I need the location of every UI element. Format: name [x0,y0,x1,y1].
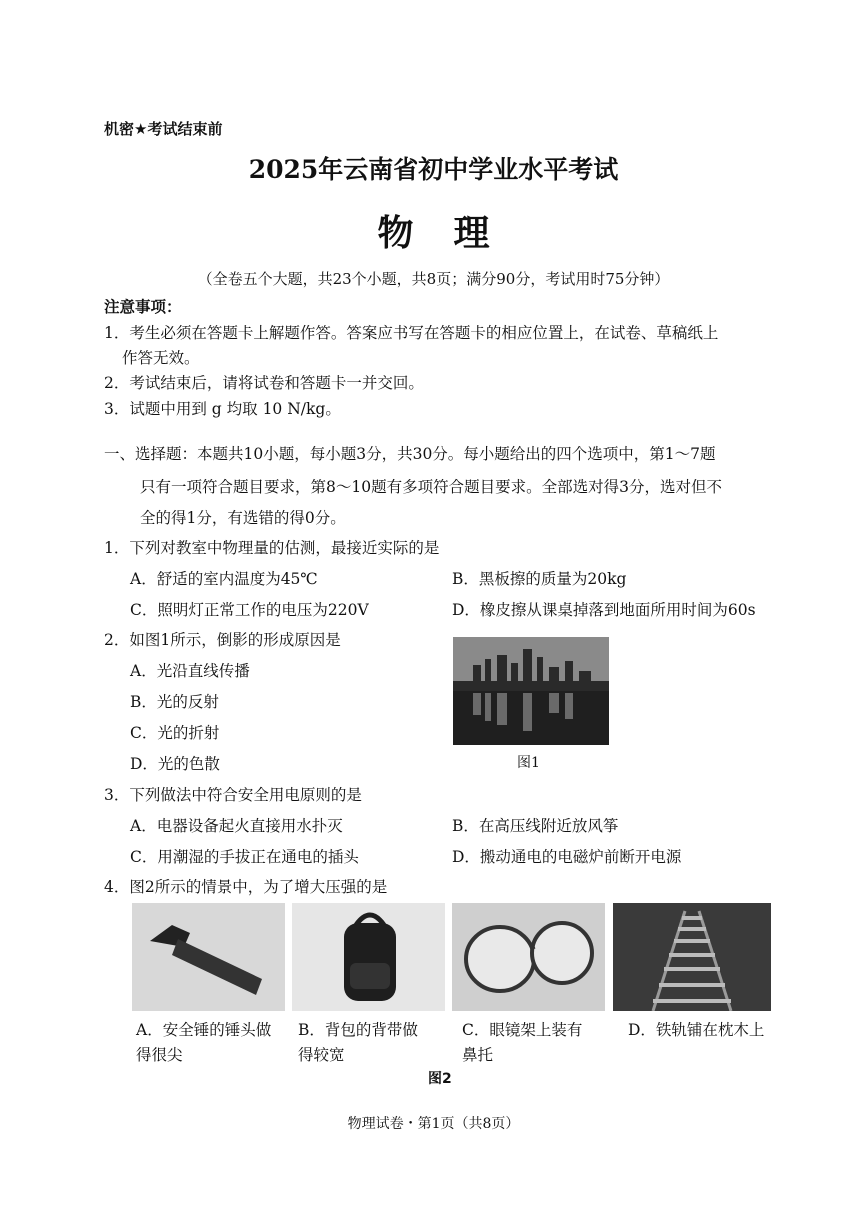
figure1-reflection-image [453,637,609,745]
q1-option-c: C．照明灯正常工作的电压为220V [130,601,369,619]
notes-title: 注意事项： [104,298,182,316]
exam-title: 2025年云南省初中学业水平考试 [248,155,619,184]
q3-option-d: D．搬动通电的电磁炉前断开电源 [452,848,682,866]
q2-stem: 2．如图1所示，倒影的形成原因是 [104,631,341,649]
section1-line-3: 全的得1分，有选错的得0分。 [140,509,346,527]
figure2-safety-hammer-image [132,903,285,1011]
q1-option-d: D．橡皮擦从课桌掉落到地面所用时间为60s [452,601,756,619]
q4-option-b: B．背包的背带做得较宽 [298,1021,418,1064]
note-item-3: 3．试题中用到 g 均取 10 N/kg。 [104,400,341,418]
note-item-1-cont: 作答无效。 [122,349,200,367]
q3-stem: 3．下列做法中符合安全用电原则的是 [104,786,362,804]
q1-option-b: B．黑板擦的质量为20kg [452,570,627,588]
section1-line-1: 一、选择题：本题共10小题，每小题3分，共30分。每小题给出的四个选项中，第1～7题 [104,445,716,463]
exam-meta: （全卷五个大题，共23个小题，共8页；满分90分，考试用时75分钟） [197,270,670,288]
figure2-backpack-image [292,903,445,1011]
q4-stem: 4．图2所示的情景中，为了增大压强的是 [104,878,388,896]
note-item-1: 1．考生必须在答题卡上解题作答。答案应书写在答题卡的相应位置上，在试卷、草稿纸上 [104,324,719,342]
q2-option-b: B．光的反射 [130,693,219,711]
figure2-label: 图2 [428,1071,452,1087]
note-item-2: 2．考试结束后，请将试卷和答题卡一并交回。 [104,374,424,392]
q4-option-d: D．铁轨铺在枕木上 [628,1021,765,1039]
q2-option-d: D．光的色散 [130,755,220,773]
subject-title: 物理 [377,212,530,254]
q3-option-c: C．用潮湿的手拔正在通电的插头 [130,848,359,866]
figure2-glasses-image [452,903,605,1011]
figure2-rail-track-image [613,903,771,1011]
figure1-label: 图1 [517,755,540,771]
q2-option-c: C．光的折射 [130,724,220,742]
page-footer: 物理试卷・第1页（共8页） [347,1116,520,1132]
q4-option-a: A．安全锤的锤头做得很尖 [136,1021,272,1064]
section1-line-2: 只有一项符合题目要求，第8～10题有多项符合题目要求。全部选对得3分，选对但不 [140,478,722,496]
confidential-label: 机密★考试结束前 [104,120,223,138]
q3-option-b: B．在高压线附近放风筝 [452,817,619,835]
q4-option-c: C．眼镜架上装有鼻托 [462,1021,583,1064]
q2-option-a: A．光沿直线传播 [130,662,250,680]
q3-option-a: A．电器设备起火直接用水扑灭 [130,817,343,835]
q1-option-a: A．舒适的室内温度为45℃ [130,570,318,588]
q1-stem: 1．下列对教室中物理量的估测，最接近实际的是 [104,539,440,557]
